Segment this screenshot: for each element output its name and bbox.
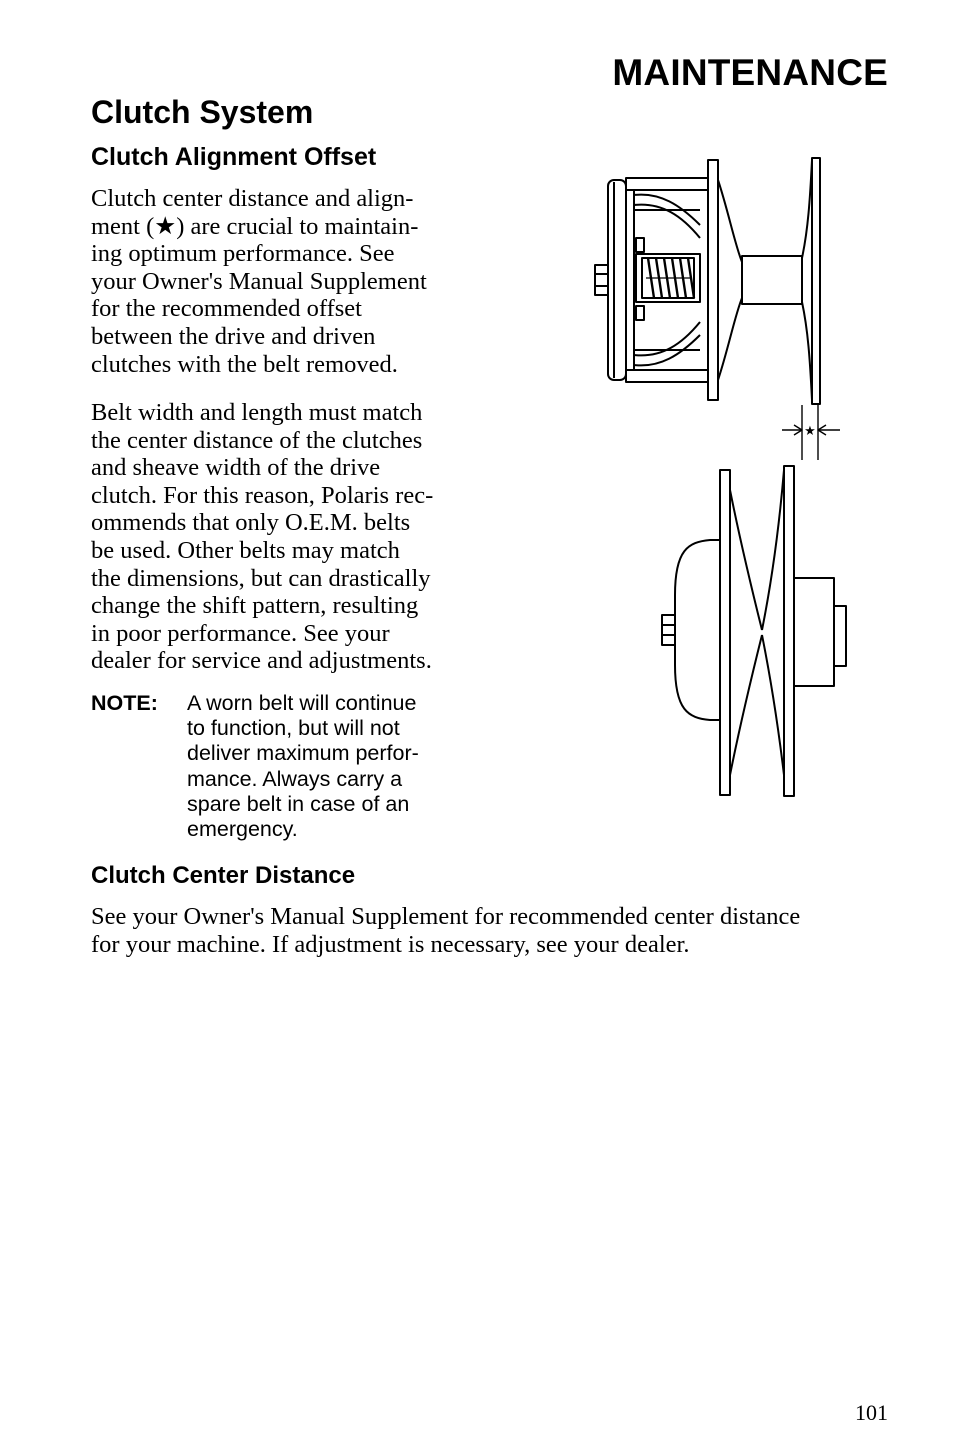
text-line: Clutch center distance and align- bbox=[91, 185, 414, 212]
page-title: Clutch System bbox=[91, 94, 314, 130]
page-number: 101 bbox=[855, 1400, 888, 1425]
clutch-alignment-diagram bbox=[570, 150, 860, 805]
text-line: Belt width and length must match bbox=[91, 399, 423, 426]
text-line: for the recommended offset bbox=[91, 295, 362, 323]
alignment-paragraph-1 bbox=[91, 185, 491, 378]
text-line: for your machine. If adjustment is necessary, see your dealer. bbox=[91, 930, 690, 958]
text-line: the center distance of the clutches bbox=[91, 426, 423, 454]
text-line: and sheave width of the drive bbox=[91, 454, 381, 482]
text-line: clutch. For this reason, Polaris rec- bbox=[91, 481, 434, 509]
note-line: to function, but will not bbox=[187, 716, 400, 741]
text-line: your Owner's Manual Supplement bbox=[91, 267, 427, 295]
note-line: deliver maximum perfor- bbox=[187, 741, 419, 766]
text-line: clutches with the belt removed. bbox=[91, 350, 398, 378]
section-header: MAINTENANCE bbox=[612, 52, 888, 93]
text-line: ing optimum performance. See bbox=[91, 240, 395, 268]
text-line: change the shift pattern, resulting bbox=[91, 592, 419, 620]
note-line: mance. Always carry a bbox=[187, 766, 403, 791]
text-line: between the drive and driven bbox=[91, 322, 376, 350]
note-line: emergency. bbox=[187, 817, 298, 842]
alignment-paragraph-2 bbox=[91, 399, 491, 675]
text-line: ommends that only O.E.M. belts bbox=[91, 509, 411, 537]
center-distance-heading: Clutch Center Distance bbox=[91, 862, 356, 889]
note-body bbox=[187, 691, 487, 842]
text-line: ment (★) are crucial to maintain- bbox=[91, 212, 419, 240]
text-line: the dimensions, but can drastically bbox=[91, 564, 431, 592]
center-distance-paragraph bbox=[91, 903, 911, 958]
alignment-heading: Clutch Alignment Offset bbox=[91, 143, 377, 171]
text-line: be used. Other belts may match bbox=[91, 536, 400, 564]
text-line: dealer for service and adjustments. bbox=[91, 647, 432, 675]
note-line: A worn belt will continue bbox=[187, 691, 417, 715]
note-line: spare belt in case of an bbox=[187, 791, 410, 816]
text-line: in poor performance. See your bbox=[91, 619, 390, 647]
note-label: NOTE: bbox=[91, 691, 158, 715]
text-line: See your Owner's Manual Supplement for recommended center distance bbox=[91, 903, 801, 930]
driven-clutch-illustration bbox=[662, 466, 846, 796]
drive-clutch-illustration bbox=[595, 158, 820, 404]
offset-star-marker: ★ bbox=[804, 424, 816, 439]
